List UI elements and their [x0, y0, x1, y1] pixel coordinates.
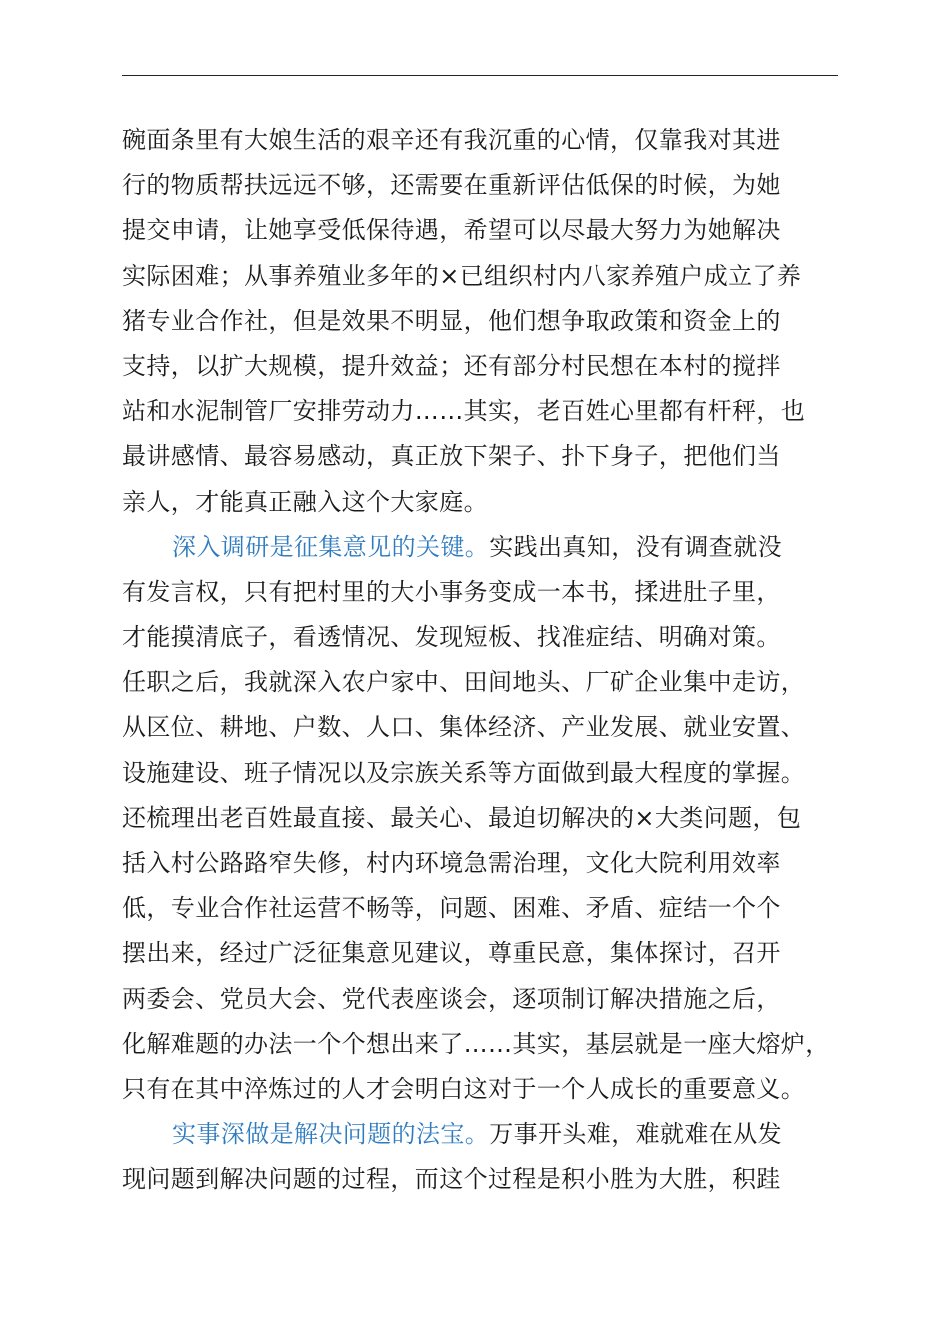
paragraph-2-heading: 深入调研是征集意见的关键。 [172, 532, 490, 561]
text-line: 有发言权，只有把村里的大小事务变成一本书，揉进肚子里， [122, 577, 781, 606]
text-line: 摆出来，经过广泛征集意见建议，尊重民意，集体探讨，召开 [122, 939, 781, 968]
text-line: 站和水泥制管厂安排劳动力……其实，老百姓心里都有杆秤，也 [122, 397, 806, 426]
text-line: 猪专业合作社，但是效果不明显，他们想争取政策和资金上的 [122, 306, 781, 335]
text-line: 设施建设、班子情况以及宗族关系等方面做到最大程度的掌握。 [122, 758, 806, 787]
paragraph-3 [122, 1112, 838, 1202]
document-body [122, 118, 838, 1203]
text-line: 低，专业合作社运营不畅等，问题、困难、矛盾、症结一个个 [122, 894, 781, 923]
text-line: 最讲感情、最容易感动，真正放下架子、扑下身子，把他们当 [122, 442, 781, 471]
paragraph-3-heading: 实事深做是解决问题的法宝。 [172, 1120, 490, 1149]
paragraph-3-first-line [122, 1112, 838, 1157]
text-line: 碗面条里有大娘生活的艰辛还有我沉重的心情，仅靠我对其进 [122, 126, 781, 154]
text-line: 两委会、党员大会、党代表座谈会，逐项制订解决措施之后， [122, 984, 781, 1013]
text-line: 支持，以扩大规模，提升效益；还有部分村民想在本村的搅拌 [122, 351, 781, 380]
text-line: 化解难题的办法一个个想出来了……其实，基层就是一座大熔炉， [122, 1029, 830, 1058]
text-line: 实际困难；从事养殖业多年的×已组织村内八家养殖户成立了养 [122, 261, 802, 290]
text-line: 才能摸清底子，看透情况、发现短板、找准症结、明确对策。 [122, 623, 781, 652]
paragraph-2-first-line-text: 实践出真知，没有调查就没 [489, 532, 783, 561]
text-line: 提交申请，让她享受低保待遇，希望可以尽最大努力为她解决 [122, 216, 781, 245]
text-line: 从区位、耕地、户数、人口、集体经济、产业发展、就业安置、 [122, 713, 806, 742]
text-line: 亲人，才能真正融入这个大家庭。 [122, 487, 488, 516]
paragraph-2-first-line [122, 525, 838, 570]
paragraph-2 [122, 525, 838, 1112]
text-line: 任职之后，我就深入农户家中、田间地头、厂矿企业集中走访， [122, 668, 806, 697]
paragraph-1 [122, 118, 838, 525]
paragraph-3-first-line-text: 万事开头难，难就难在从发 [489, 1120, 783, 1149]
text-line: 只有在其中淬炼过的人才会明白这对于一个人成长的重要意义。 [122, 1074, 806, 1103]
text-line: 括入村公路路窄失修，村内环境急需治理，文化大院利用效率 [122, 849, 781, 877]
text-line: 还梳理出老百姓最直接、最关心、最迫切解决的×大类问题，包 [122, 803, 802, 832]
text-line: 行的物质帮扶远远不够，还需要在重新评估低保的时候，为她 [122, 171, 781, 200]
text-line: 现问题到解决问题的过程，而这个过程是积小胜为大胜，积跬 [122, 1165, 781, 1194]
header-rule [122, 75, 838, 76]
